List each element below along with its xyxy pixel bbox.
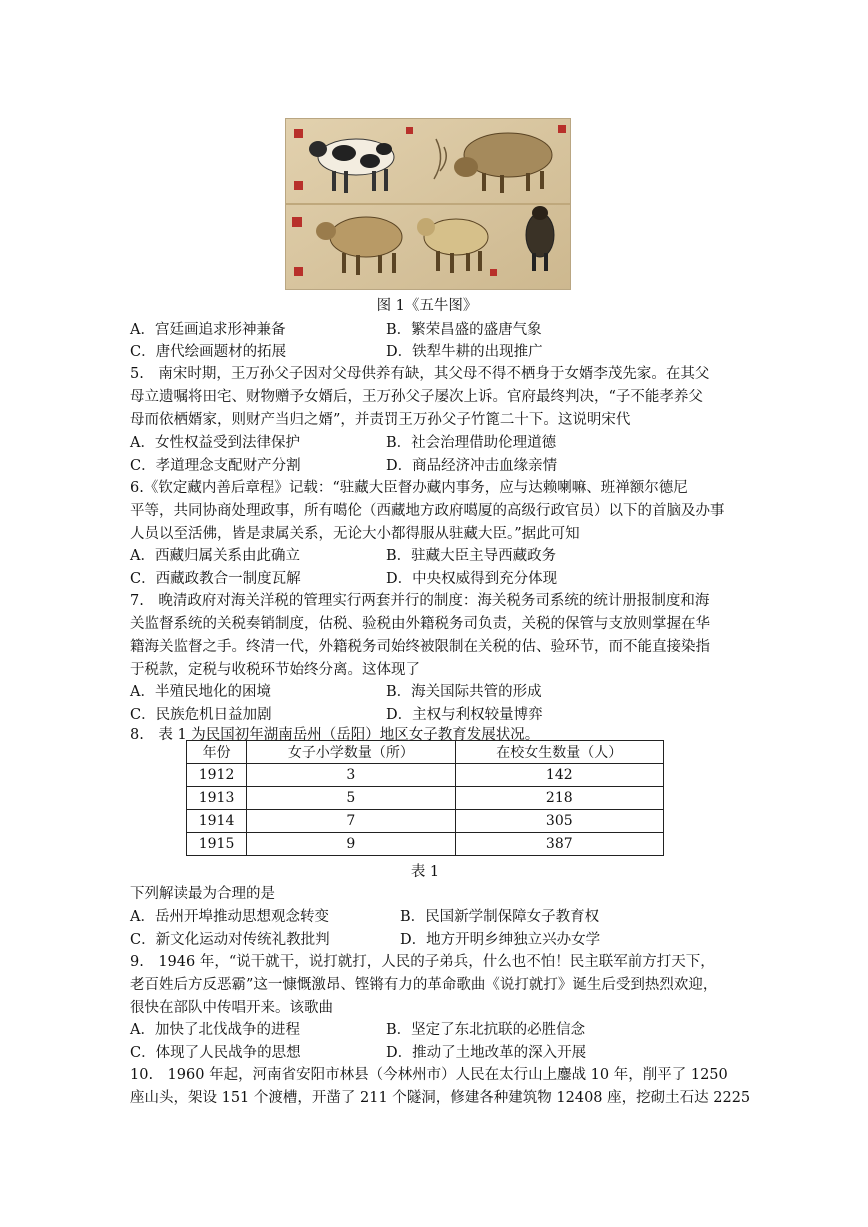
q7-option-d: D．主权与利权较量博弈: [386, 707, 543, 723]
painting-illustration: [286, 119, 570, 289]
table-header-cell: 在校女生数量（人）: [455, 741, 663, 764]
education-table: [186, 740, 664, 856]
table-cell: 218: [455, 787, 663, 810]
q7-option-b: B．海关国际共管的形成: [386, 684, 542, 700]
figure-caption: 图 1《五牛图》: [376, 298, 478, 314]
q7-stem-line: 7. 晚清政府对海关洋税的管理实行两套并行的制度：海关税务司系统的统计册报制度和海: [130, 593, 710, 609]
table-row: [187, 787, 664, 810]
table-cell: 305: [455, 810, 663, 833]
q8-option-a: A．岳州开埠推动思想观念转变: [130, 909, 329, 925]
q7-stem-line: 籍海关监督之手。终清一代，外籍税务司始终被限制在关税的估、验环节，而不能直接染指: [130, 639, 710, 655]
table-cell: 1915: [187, 833, 247, 856]
q5-stem-line: 母而依栖婿家，则财产当归之婿”，并责罚王万孙父子竹篦二十下。这说明宋代: [130, 412, 631, 428]
q9-option-a: A．加快了北伐战争的进程: [130, 1022, 300, 1038]
q7-option-c: C．民族危机日益加剧: [130, 707, 272, 723]
q6-stem-line: 人员以至活佛，皆是隶属关系，无论大小都得服从驻藏大臣。”据此可知: [130, 526, 580, 542]
table-cell: 7: [247, 810, 455, 833]
table-cell: 9: [247, 833, 455, 856]
table-row: [187, 764, 664, 787]
five-oxen-painting-image: [285, 118, 571, 290]
q8-option-d: D．地方开明乡绅独立兴办女学: [400, 932, 601, 948]
q8-prompt: 下列解读最为合理的是: [130, 886, 275, 902]
q4-option-d: D．铁犁牛耕的出现推广: [386, 344, 543, 360]
table-row: [187, 833, 664, 856]
q6-stem-line: 6.《钦定藏内善后章程》记载：“驻藏大臣督办藏内事务，应与达赖喇嘛、班禅额尔德尼: [130, 480, 688, 496]
q5-option-d: D．商品经济冲击血缘亲情: [386, 458, 558, 474]
q5-option-b: B．社会治理借助伦理道德: [386, 435, 557, 451]
table-header-cell: 女子小学数量（所）: [247, 741, 455, 764]
q6-option-c: C．西藏政教合一制度瓦解: [130, 571, 301, 587]
q5-stem-line: 5. 南宋时期，王万孙父子因对父母供养有缺，其父母不得不栖身于女婿李茂先家。在其父: [130, 366, 710, 382]
q6-option-b: B．驻藏大臣主导西藏政务: [386, 548, 557, 564]
q6-option-d: D．中央权威得到充分体现: [386, 571, 558, 587]
q7-option-a: A．半殖民地化的困境: [130, 684, 271, 700]
table-cell: 1913: [187, 787, 247, 810]
table-header-row: [187, 741, 664, 764]
q8-intro: 8. 表 1 为民国初年湖南岳州（岳阳）地区女子教育发展状况。: [130, 727, 540, 743]
q5-option-c: C．孝道理念支配财产分割: [130, 458, 301, 474]
table-header-cell: 年份: [187, 741, 247, 764]
q5-stem-line: 母立遗嘱将田宅、财物赠予女婿后，王万孙父子屡次上诉。官府最终判决，“子不能孝养父: [130, 389, 703, 405]
q9-stem-line: 老百姓后方反恶霸”这一慷慨激昂、铿锵有力的革命歌曲《说打就打》诞生后受到热烈欢迎，: [130, 977, 718, 993]
table-caption: 表 1: [410, 864, 440, 880]
q7-stem-line: 关监督系统的关税奏销制度，估税、验税由外籍税务司负责，关税的保管与支放则掌握在华: [130, 616, 710, 632]
q9-option-d: D．推动了土地改革的深入开展: [386, 1045, 587, 1061]
q5-option-a: A．女性权益受到法律保护: [130, 435, 300, 451]
table-cell: 1912: [187, 764, 247, 787]
table-row: [187, 810, 664, 833]
q10-stem-line: 10. 1960 年起，河南省安阳市林县（今林州市）人民在太行山上鏖战 10 年，削平了 1250: [130, 1067, 728, 1083]
q8-option-b: B．民国新学制保障女子教育权: [400, 909, 600, 925]
q9-option-c: C．体现了人民战争的思想: [130, 1045, 301, 1061]
q9-option-b: B．坚定了东北抗联的必胜信念: [386, 1022, 586, 1038]
q4-option-a: A．宫廷画追求形神兼备: [130, 322, 286, 338]
q8-option-c: C．新文化运动对传统礼教批判: [130, 932, 330, 948]
q9-stem-line: 9. 1946 年，“说干就干，说打就打，人民的子弟兵，什么也不怕！民主联军前方打天下，: [130, 954, 715, 970]
table-cell: 1914: [187, 810, 247, 833]
table-cell: 5: [247, 787, 455, 810]
table-cell: 142: [455, 764, 663, 787]
q4-option-c: C．唐代绘画题材的拓展: [130, 344, 287, 360]
q9-stem-line: 很快在部队中传唱开来。该歌曲: [130, 1000, 333, 1016]
q7-stem-line: 于税款，定税与收税环节始终分离。这体现了: [130, 662, 420, 678]
q6-stem-line: 平等，共同协商处理政事，所有噶伦（西藏地方政府噶厦的高级行政官员）以下的首脑及办事: [130, 503, 725, 519]
q6-option-a: A．西藏归属关系由此确立: [130, 548, 300, 564]
q10-stem-line: 座山头，架设 151 个渡槽，开凿了 211 个隧洞，修建各种建筑物 12408 座，挖砌土石达 2225: [130, 1090, 751, 1106]
table-cell: 387: [455, 833, 663, 856]
q4-option-b: B．繁荣昌盛的盛唐气象: [386, 322, 542, 338]
table-cell: 3: [247, 764, 455, 787]
